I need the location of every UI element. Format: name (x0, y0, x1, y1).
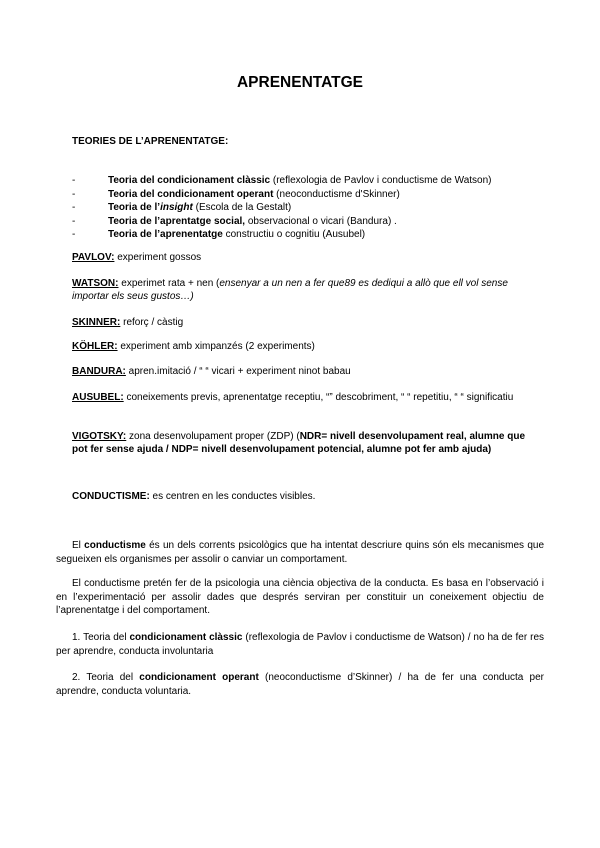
list-item: - Teoria de l’aprenentatge constructiu o cognitiu (Ausubel) (72, 229, 366, 241)
author-bandura: BANDURA: apren.imitació / “ “ vicari + experiment ninot babau (72, 366, 351, 377)
author-pavlov: PAVLOV: experiment gossos (72, 252, 202, 263)
paragraph-classic: 1. Teoria del condicionament clàssic (reflexologia de Pavlov i conductisme de Watson) / no ha de fer res per aprendre, conducta involuntaria (56, 632, 545, 657)
list-item: - Teoria del condicionament clàssic (reflexologia de Pavlov i conductisme de Watson) (72, 175, 492, 186)
bullet-dash: - (72, 229, 76, 241)
list-item: - Teoria de l’aprentatge social, observacional o vicari (Bandura) . (72, 215, 397, 227)
conductisme-heading: CONDUCTISME: es centren en les conductes visibles. (72, 491, 316, 502)
list-item: - Teoria de l’insight (Escola de la Gestalt) (72, 202, 292, 214)
author-ausubel: AUSUBEL: coneixements previs, aprenentatge receptiu, “” descobriment, “ “ repetitiu, “ “ significatiu (72, 392, 514, 403)
author-skinner: SKINNER: reforç / càstig (72, 317, 184, 328)
bullet-dash: - (72, 175, 76, 186)
section-title: TEORIES DE L’APRENENTATGE: (72, 136, 229, 147)
paragraph-operant: 2. Teoria del condicionament operant (neoconductisme d’Skinner) / ha de fer una conducta per aprendre, conducta voluntaria. (56, 672, 544, 697)
page-title: APRENENTATGE (236, 74, 363, 91)
bullet-dash: - (72, 188, 76, 200)
theories-list (72, 174, 492, 242)
list-item: - Teoria del condicionament operant (neoconductisme d'Skinner) (72, 188, 400, 200)
paragraph-objectiva: El conductisme pretén fer de la psicologia una ciència objectiva de la conducta. Es basa en l’observació i en l’experimentació per assolir dades que després serviran per constituir un coneixement objectiu de l’aprenentatge i del comportament. (56, 578, 544, 616)
paragraph-conductisme: El conductisme és un dels corrents psicològics que ha intentat descriure quins són els mecanismes que segueixen els organismes per assolir o canviar un comportament. (56, 540, 545, 565)
author-vigotsky: VIGOTSKY: zona desenvolupament proper (ZDP) (NDR= nivell desenvolupament real, alumne que pot fer sense ajuda / NDP= nivell desenvolupament potencial, alumne pot fer amb ajuda) (72, 431, 526, 455)
bullet-dash: - (72, 215, 76, 227)
bullet-dash: - (72, 202, 76, 214)
author-kohler: KÖHLER: experiment amb ximpanzés (2 experiments) (72, 341, 315, 352)
author-watson: WATSON: experimet rata + nen (ensenyar a un nen a fer que89 es dediqui a allò que ell vol sense importar els seus gustos…) (72, 278, 508, 302)
